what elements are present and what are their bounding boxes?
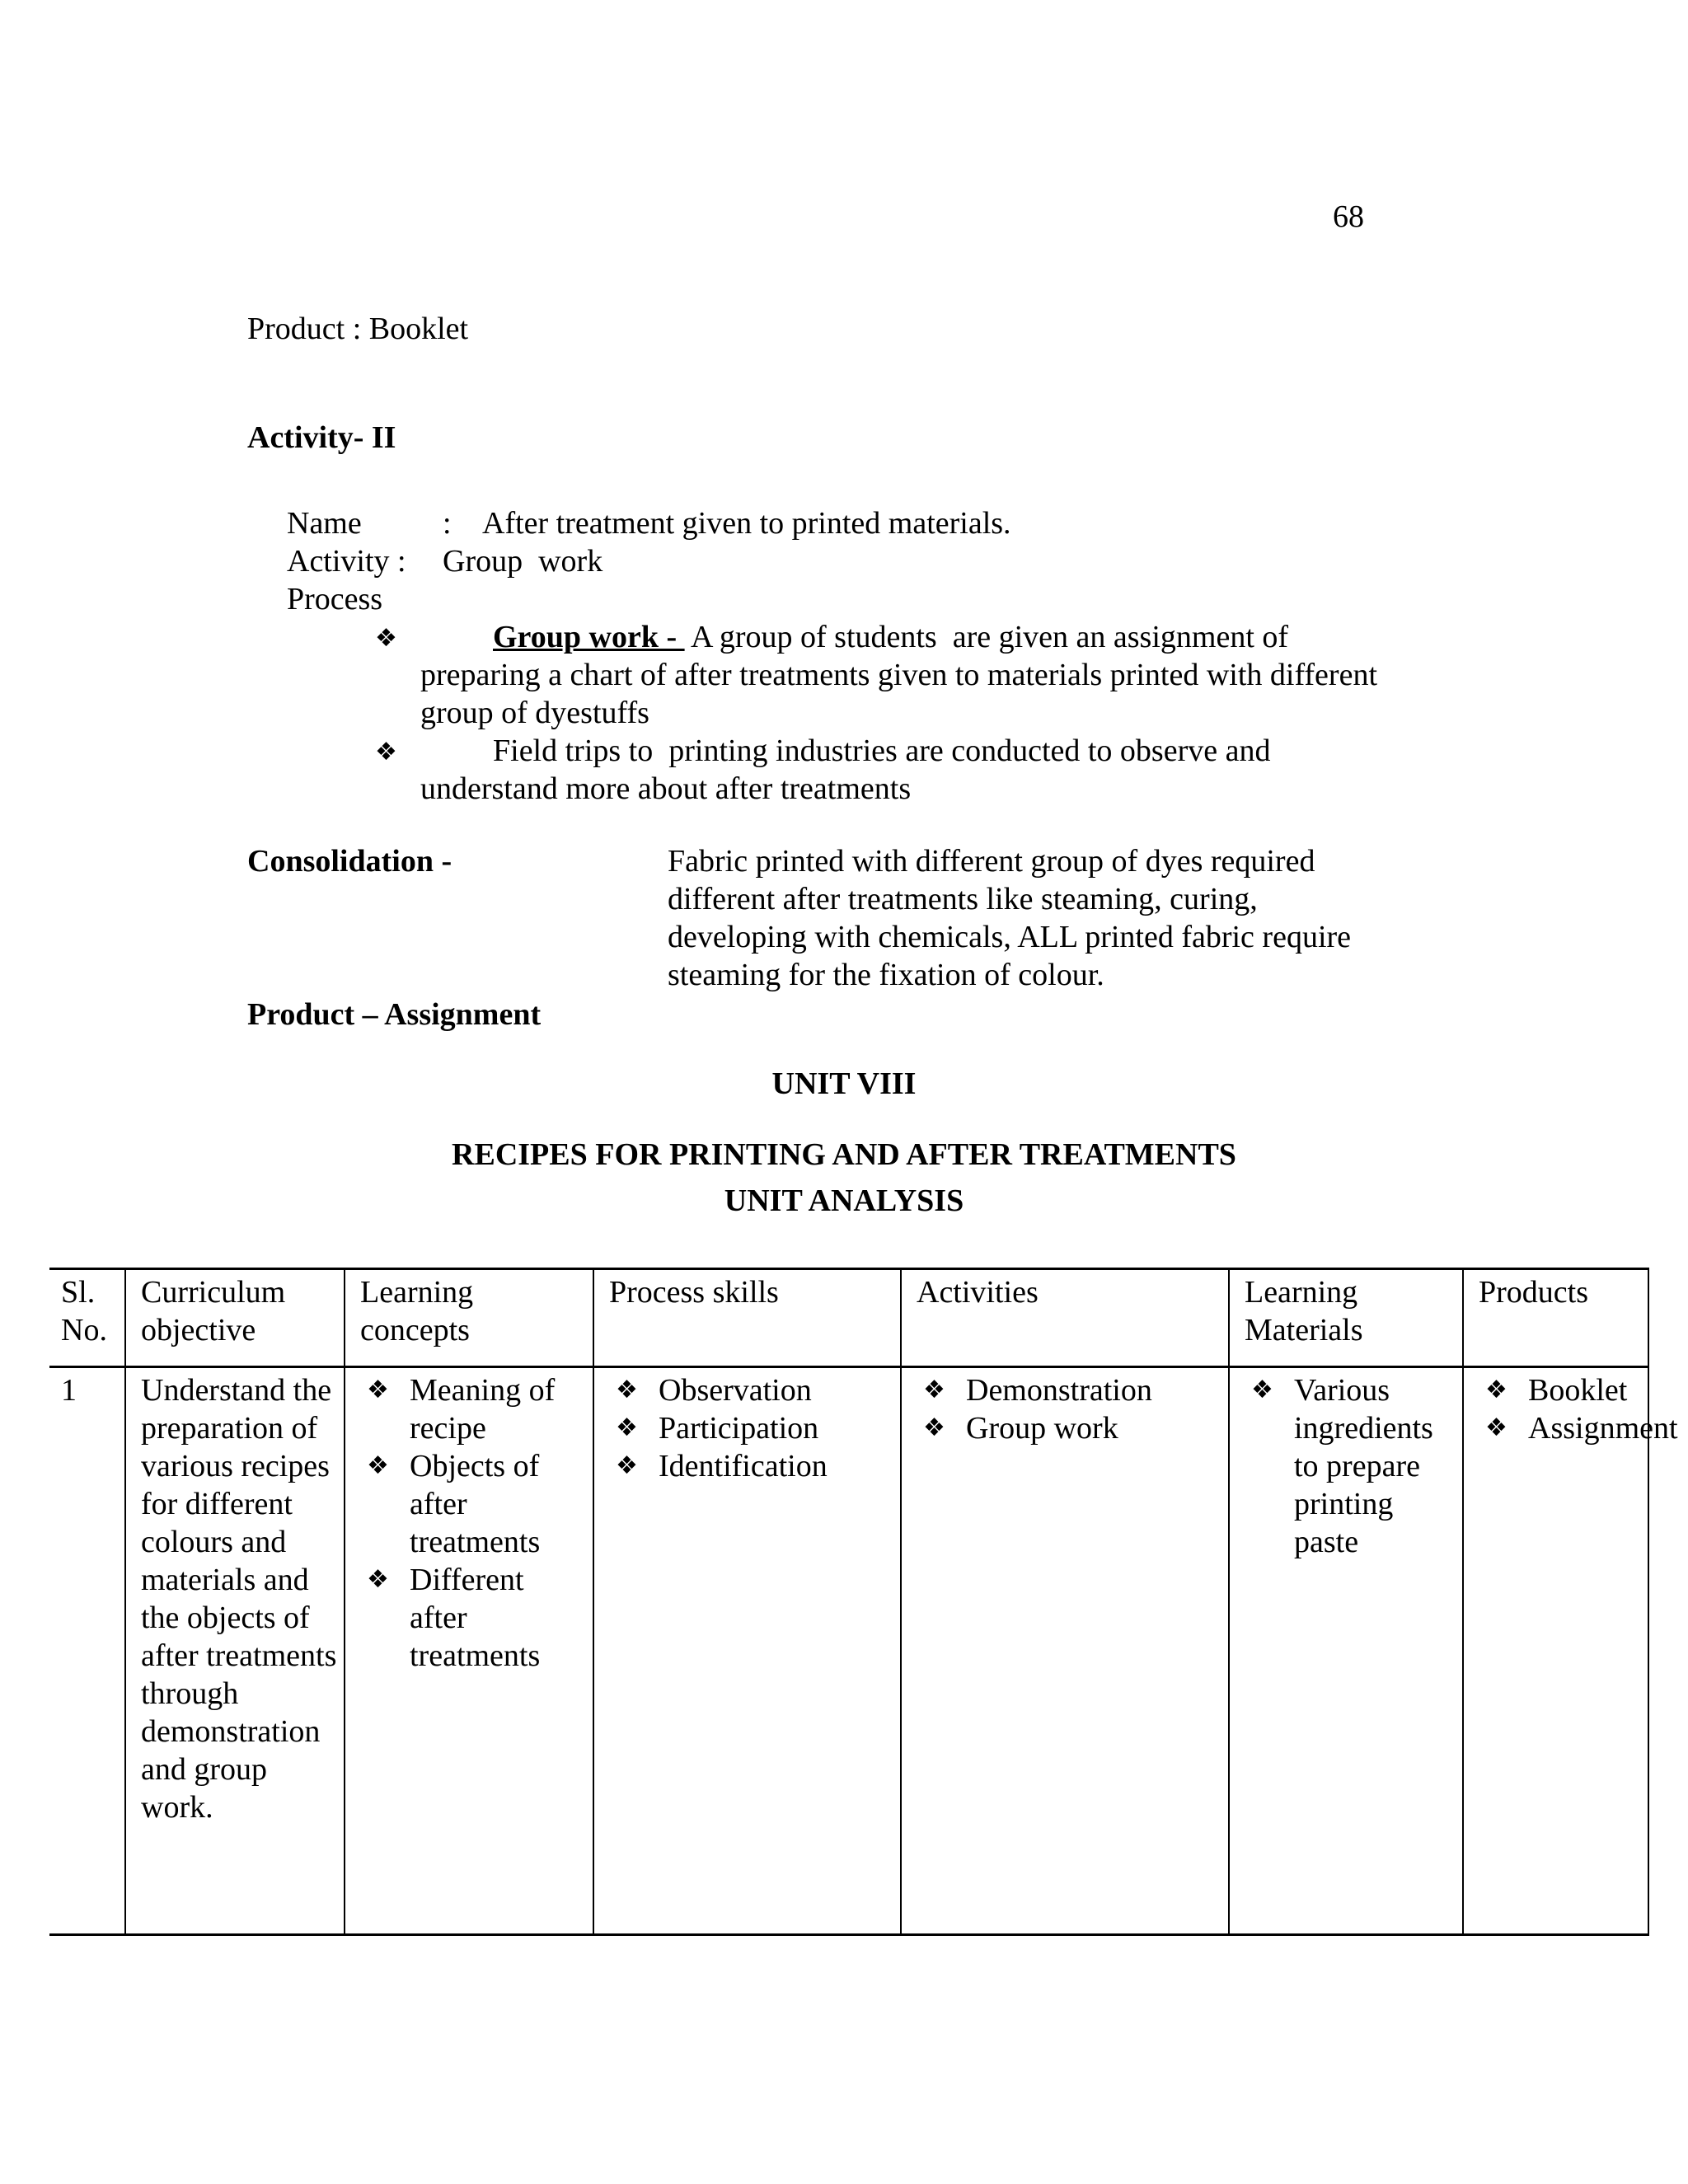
group-work-title: Group work - (493, 620, 685, 654)
consolidation-line: steaming for the fixation of colour. (668, 958, 1104, 992)
header-sl-no: Sl. No. (49, 1269, 125, 1367)
cell-learning-materials (1229, 1367, 1463, 1935)
header-learning-materials: Learning Materials (1229, 1269, 1463, 1367)
consolidation-line: developing with chemicals, ALL printed fabric require (668, 920, 1352, 954)
field-trip-line-1: Field trips to printing industries are conducted to observe and (493, 733, 1271, 768)
list-item (1479, 1409, 1678, 1447)
unit-subtitle: RECIPES FOR PRINTING AND AFTER TREATMENTS (452, 1137, 1236, 1172)
group-work-line-3: group of dyestuffs (420, 696, 649, 730)
bullet-diamond-icon: ❖ (616, 1451, 638, 1480)
header-activities: Activities (901, 1269, 1229, 1367)
list-item (360, 1371, 586, 1447)
concept-text: Objects of after treatments (410, 1449, 541, 1559)
bullet-diamond-icon: ❖ (616, 1413, 638, 1442)
cell-curriculum-objective: Understand the preparation of various recipes for different colours and materials and the objects of after treatments through demonstration and group work. (125, 1367, 345, 1935)
concept-text: Different after treatments (410, 1563, 541, 1673)
list-item (1245, 1371, 1456, 1561)
concept-text: Meaning of recipe (410, 1373, 556, 1446)
material-text: Various ingredients to prepare printing paste (1294, 1373, 1433, 1559)
list-item (360, 1561, 586, 1675)
cell-products (1463, 1367, 1678, 1935)
bullet-diamond-icon: ❖ (367, 1565, 389, 1594)
name-colon: : (443, 506, 452, 541)
group-work-line-2: preparing a chart of after treatments given to materials printed with different (420, 658, 1378, 692)
activity-value: Group work (443, 544, 603, 579)
list-item (917, 1409, 1221, 1447)
field-trip-line-2: understand more about after treatments (420, 771, 912, 806)
header-curriculum-objective: Curriculum objective (125, 1269, 345, 1367)
unit-analysis-heading: UNIT ANALYSIS (724, 1183, 964, 1218)
cell-learning-concepts (345, 1367, 593, 1935)
unit-analysis-table (49, 1268, 1678, 1936)
product-booklet-line: Product : Booklet (247, 312, 469, 346)
activity-text: Demonstration (966, 1373, 1152, 1408)
activity-label: Activity : (287, 544, 406, 579)
process-label: Process (287, 582, 383, 616)
group-work-text: A group of students are given an assignment of (684, 620, 1289, 654)
bullet-diamond-icon: ❖ (375, 624, 397, 653)
cell-activities (901, 1367, 1229, 1935)
skill-text: Participation (659, 1411, 819, 1446)
bullet-diamond-icon: ❖ (1251, 1376, 1273, 1404)
cell-sl-no: 1 (49, 1367, 125, 1935)
activity-text: Group work (966, 1411, 1118, 1446)
unit-title: UNIT VIII (771, 1066, 917, 1101)
bullet-diamond-icon: ❖ (616, 1376, 638, 1404)
name-label: Name (287, 506, 362, 541)
list-item (360, 1447, 586, 1561)
list-item (609, 1371, 893, 1409)
table-header-row (49, 1269, 1648, 1367)
skill-text: Observation (659, 1373, 812, 1408)
bullet-diamond-icon: ❖ (1485, 1376, 1507, 1404)
consolidation-line: Fabric printed with different group of dyes required (668, 844, 1315, 879)
activity-heading: Activity- II (247, 420, 396, 455)
bullet-diamond-icon: ❖ (375, 738, 397, 766)
page-number: 68 (1333, 199, 1364, 234)
bullet-diamond-icon: ❖ (923, 1376, 945, 1404)
bullet-diamond-icon: ❖ (367, 1451, 389, 1480)
product-text: Assignment (1528, 1411, 1678, 1446)
header-products: Products (1463, 1269, 1648, 1367)
bullet-diamond-icon: ❖ (367, 1376, 389, 1404)
bullet-diamond-icon: ❖ (923, 1413, 945, 1442)
consolidation-line: different after treatments like steaming, curing, (668, 882, 1258, 916)
list-item (609, 1409, 893, 1447)
consolidation-label: Consolidation - (247, 844, 452, 879)
list-item (917, 1371, 1221, 1409)
table-row (49, 1367, 1648, 1935)
header-learning-concepts: Learning concepts (345, 1269, 593, 1367)
skill-text: Identification (659, 1449, 828, 1483)
cell-process-skills (593, 1367, 901, 1935)
product-text: Booklet (1528, 1373, 1628, 1408)
bullet-diamond-icon: ❖ (1485, 1413, 1507, 1442)
list-item (609, 1447, 893, 1485)
list-item (1479, 1371, 1641, 1409)
name-value: After treatment given to printed materials. (482, 506, 1011, 541)
header-process-skills: Process skills (593, 1269, 901, 1367)
product-assignment-line: Product – Assignment (247, 997, 542, 1032)
